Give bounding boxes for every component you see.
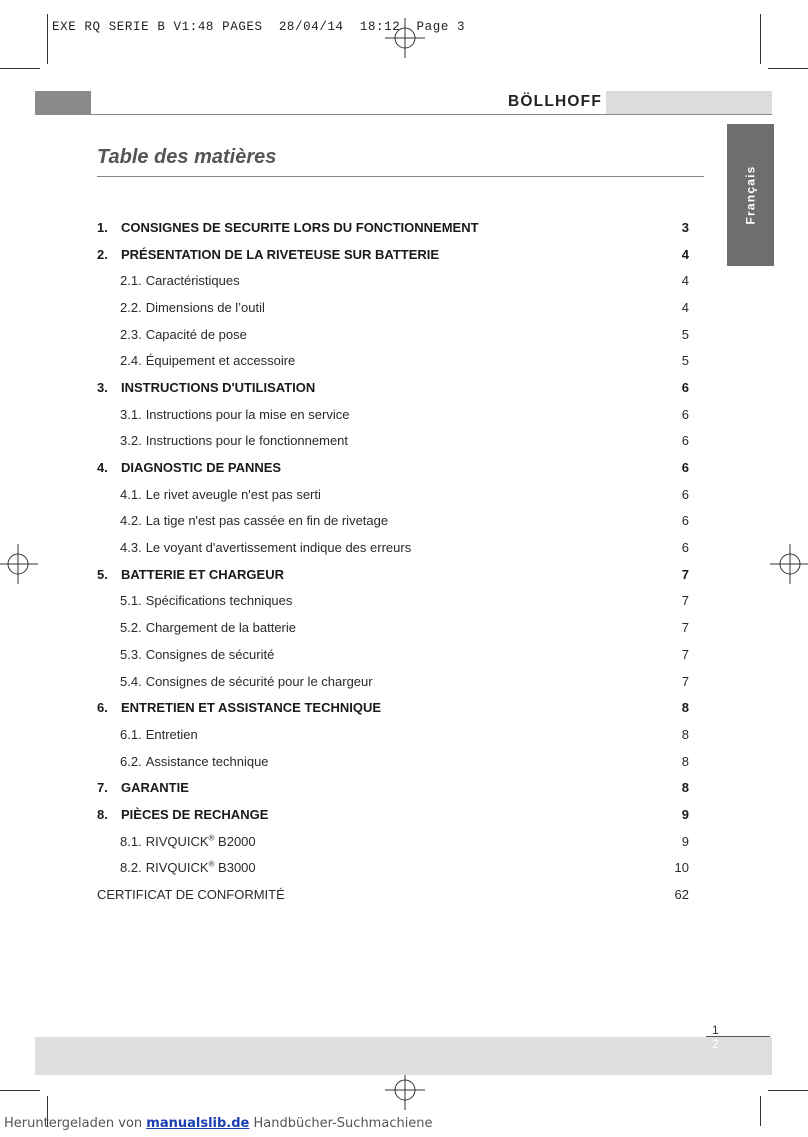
- header-left-bar: [35, 91, 91, 114]
- toc-entry-label: [146, 620, 659, 635]
- toc-entry-label: [146, 540, 659, 555]
- toc-entry[interactable]: [97, 267, 689, 294]
- toc-entry-number: 2.: [97, 246, 108, 262]
- toc-entry-label-text: DIAGNOSTIC DE PANNES: [121, 460, 282, 476]
- toc-entry[interactable]: [97, 454, 689, 481]
- toc-entry-number: 3.2.: [120, 433, 142, 449]
- toc-entry-label-text: CONSIGNES DE SECURITE LORS DU FONCTIONNEMENT: [121, 219, 479, 235]
- toc-entry-label-text: Instructions pour le fonctionnement: [145, 433, 349, 449]
- toc-entry-page: 7: [681, 620, 689, 636]
- toc-entry[interactable]: [97, 828, 689, 855]
- crop-mark: [0, 1090, 40, 1091]
- toc-entry-label: [121, 380, 659, 395]
- toc-entry-page: 7: [681, 646, 689, 662]
- toc-entry-page: 8: [681, 780, 689, 796]
- crop-mark: [47, 14, 48, 64]
- language-tab-label: Français: [743, 165, 758, 225]
- crop-mark: [0, 68, 40, 69]
- toc-entry-label: [146, 273, 659, 288]
- toc-entry[interactable]: [97, 508, 689, 535]
- page-number-ghost: 2: [712, 1037, 719, 1051]
- crop-mark: [768, 68, 808, 69]
- toc-entry-page: 9: [681, 806, 689, 822]
- toc-entry-label-text: Consignes de sécurité: [145, 646, 275, 662]
- registration-mark-left: [0, 544, 38, 584]
- toc-entry-label-text: Entretien: [145, 726, 198, 742]
- toc-entry-page: 62: [674, 887, 689, 903]
- toc-entry-page: 5: [681, 326, 689, 342]
- toc-entry-label-text: RIVQUICK: [145, 833, 209, 849]
- download-note: [4, 1116, 433, 1131]
- toc-entry[interactable]: [97, 855, 689, 882]
- toc-entry[interactable]: [97, 881, 689, 908]
- toc-entry-page: 7: [681, 593, 689, 609]
- toc-entry-page: 6: [681, 540, 689, 556]
- toc-entry-label: [146, 593, 659, 608]
- toc-entry-label-text: ENTRETIEN ET ASSISTANCE TECHNIQUE: [121, 700, 382, 716]
- toc-entry-label-text: PRÉSENTATION DE LA RIVETEUSE SUR BATTERIE: [121, 246, 440, 262]
- toc-entry[interactable]: [97, 748, 689, 775]
- toc-entry-number: 2.4.: [120, 353, 142, 369]
- toc-entry-label: [121, 247, 659, 262]
- toc-entry-label: [121, 700, 659, 715]
- toc-entry-number: 4.2.: [120, 513, 142, 529]
- crop-mark: [768, 1090, 808, 1091]
- manualslib-link[interactable]: manualslib.de: [146, 1116, 250, 1131]
- toc-entry-number: 5.2.: [120, 620, 142, 636]
- toc-entry-page: 6: [681, 433, 689, 449]
- toc-entry-label-text: CERTIFICAT DE CONFORMITÉ: [97, 887, 285, 903]
- toc-entry-page: 7: [681, 566, 689, 582]
- toc-entry-number: 7.: [97, 780, 108, 796]
- brand-logo: BÖLLHOFF: [508, 93, 602, 110]
- toc-entry-label: [146, 433, 659, 448]
- toc-entry-page: 10: [674, 860, 689, 876]
- toc-entry-number: 8.: [97, 806, 108, 822]
- crop-mark: [760, 1096, 761, 1126]
- toc-entry-label-text: RIVQUICK: [145, 860, 209, 876]
- toc-entry-label: [146, 407, 659, 422]
- toc-entry-label-text: La tige n'est pas cassée en fin de rivetage: [145, 513, 389, 529]
- toc-entry-label: [121, 780, 659, 795]
- toc-entry[interactable]: [97, 774, 689, 801]
- toc-entry-label-text: Instructions pour la mise en service: [145, 406, 350, 422]
- toc-entry-number: 6.2.: [120, 753, 142, 769]
- toc-entry-label-text: INSTRUCTIONS D'UTILISATION: [121, 379, 316, 395]
- crop-mark: [760, 14, 761, 64]
- toc-entry-number: 5.3.: [120, 646, 142, 662]
- title-rule: [97, 176, 704, 177]
- toc-entry-number: 8.2.: [120, 860, 142, 876]
- toc-entry-label-text: Le rivet aveugle n'est pas serti: [145, 486, 321, 502]
- toc-entry-label-text: PIÈCES DE RECHANGE: [121, 806, 269, 822]
- download-prefix: Heruntergeladen von: [4, 1116, 147, 1131]
- toc-entry[interactable]: [97, 241, 689, 268]
- toc-entry-label-text: Dimensions de l’outil: [145, 299, 265, 315]
- toc-entry-label-text: Le voyant d'avertissement indique des erreurs: [145, 540, 412, 556]
- toc-entry-page: 8: [681, 753, 689, 769]
- toc-entry-number: 2.2.: [120, 299, 142, 315]
- toc-entry-number: 6.1.: [120, 726, 142, 742]
- toc-entry-label: [146, 300, 659, 315]
- toc-entry-label-text: Spécifications techniques: [145, 593, 293, 609]
- toc-entry-label: [146, 513, 659, 528]
- toc-entry-label: [146, 674, 659, 689]
- toc-entry-page: 6: [681, 486, 689, 502]
- toc-entry-label: [146, 860, 659, 875]
- toc-entry-number: 2.1.: [120, 273, 142, 289]
- toc-entry[interactable]: [97, 668, 689, 695]
- toc-entry[interactable]: [97, 801, 689, 828]
- toc-entry-number: 5.1.: [120, 593, 142, 609]
- toc-entry-label: [121, 567, 659, 582]
- toc-entry[interactable]: [97, 214, 689, 241]
- download-suffix: Handbücher-Suchmachiene: [249, 1116, 433, 1131]
- toc-entry[interactable]: [97, 374, 689, 401]
- page-number: 1: [712, 1023, 719, 1037]
- page-title: Table des matières: [97, 146, 277, 168]
- toc-entry-page: 4: [681, 246, 689, 262]
- toc-entry-page: 5: [681, 353, 689, 369]
- toc-entry-label: [146, 647, 659, 662]
- header-rule: [35, 114, 772, 115]
- toc-entry-number: 2.3.: [120, 326, 142, 342]
- toc-entry-number: 8.1.: [120, 833, 142, 849]
- registered-trademark-mark: ®: [208, 833, 215, 843]
- toc-entry[interactable]: [97, 321, 689, 348]
- toc-entry[interactable]: [97, 721, 689, 748]
- toc-entry-label-text: BATTERIE ET CHARGEUR: [121, 566, 284, 582]
- table-of-contents: [97, 214, 689, 908]
- toc-entry-page: 6: [681, 513, 689, 529]
- toc-entry-label-text: Caractéristiques: [145, 273, 240, 289]
- toc-entry-number: 5.4.: [120, 673, 142, 689]
- toc-entry-page: 6: [681, 379, 689, 395]
- toc-entry-label: [146, 754, 659, 769]
- toc-entry-label: [121, 807, 659, 822]
- toc-entry-model: B2000: [214, 833, 256, 849]
- toc-entry-label: [97, 887, 659, 902]
- toc-entry-label: [146, 353, 659, 368]
- toc-entry-page: 6: [681, 406, 689, 422]
- toc-entry-number: 4.: [97, 460, 108, 476]
- toc-entry-page: 8: [681, 700, 689, 716]
- toc-entry-page: 8: [681, 726, 689, 742]
- registration-mark-right: [770, 544, 808, 584]
- toc-entry[interactable]: [97, 347, 689, 374]
- toc-entry[interactable]: [97, 614, 689, 641]
- registration-mark-bottom: [385, 1070, 425, 1110]
- toc-entry-page: 9: [681, 833, 689, 849]
- toc-entry-page: 6: [681, 460, 689, 476]
- toc-entry-number: 5.: [97, 566, 108, 582]
- toc-entry[interactable]: [97, 534, 689, 561]
- header-right-bar: [606, 91, 772, 114]
- registered-trademark-mark: ®: [208, 860, 215, 870]
- toc-entry-page: 4: [681, 273, 689, 289]
- toc-entry-label: [121, 460, 659, 475]
- footer-bar: [35, 1037, 772, 1075]
- toc-entry-label-text: Consignes de sécurité pour le chargeur: [145, 673, 373, 689]
- toc-entry-label: [146, 727, 659, 742]
- print-slug: EXE RQ SERIE B V1:48 PAGES 28/04/14 18:12 Page 3: [52, 20, 466, 34]
- toc-entry-label-text: Équipement et accessoire: [145, 353, 296, 369]
- toc-entry-number: 4.1.: [120, 486, 142, 502]
- toc-entry[interactable]: [97, 481, 689, 508]
- toc-entry-model: B3000: [214, 860, 256, 876]
- toc-entry-page: 7: [681, 673, 689, 689]
- registration-mark-top: [385, 18, 425, 58]
- toc-entry-label-text: Assistance technique: [145, 753, 269, 769]
- toc-entry[interactable]: [97, 641, 689, 668]
- toc-entry-number: 4.3.: [120, 540, 142, 556]
- language-tab: [727, 124, 774, 266]
- toc-entry-number: 1.: [97, 219, 108, 235]
- toc-entry-number: 6.: [97, 700, 108, 716]
- toc-entry-label-text: GARANTIE: [121, 780, 189, 796]
- toc-entry-label: [146, 327, 659, 342]
- toc-entry[interactable]: [97, 401, 689, 428]
- toc-entry[interactable]: [97, 588, 689, 615]
- toc-entry-page: 4: [681, 299, 689, 315]
- toc-entry[interactable]: [97, 428, 689, 455]
- toc-entry-label-text: Capacité de pose: [145, 326, 247, 342]
- toc-entry-number: 3.: [97, 379, 108, 395]
- toc-entry[interactable]: [97, 561, 689, 588]
- toc-entry-label: [121, 220, 659, 235]
- toc-entry[interactable]: [97, 694, 689, 721]
- toc-entry[interactable]: [97, 294, 689, 321]
- toc-entry-number: 3.1.: [120, 406, 142, 422]
- toc-entry-label-text: Chargement de la batterie: [145, 620, 296, 636]
- toc-entry-label: [146, 487, 659, 502]
- toc-entry-page: 3: [681, 219, 689, 235]
- toc-entry-label: [146, 834, 659, 849]
